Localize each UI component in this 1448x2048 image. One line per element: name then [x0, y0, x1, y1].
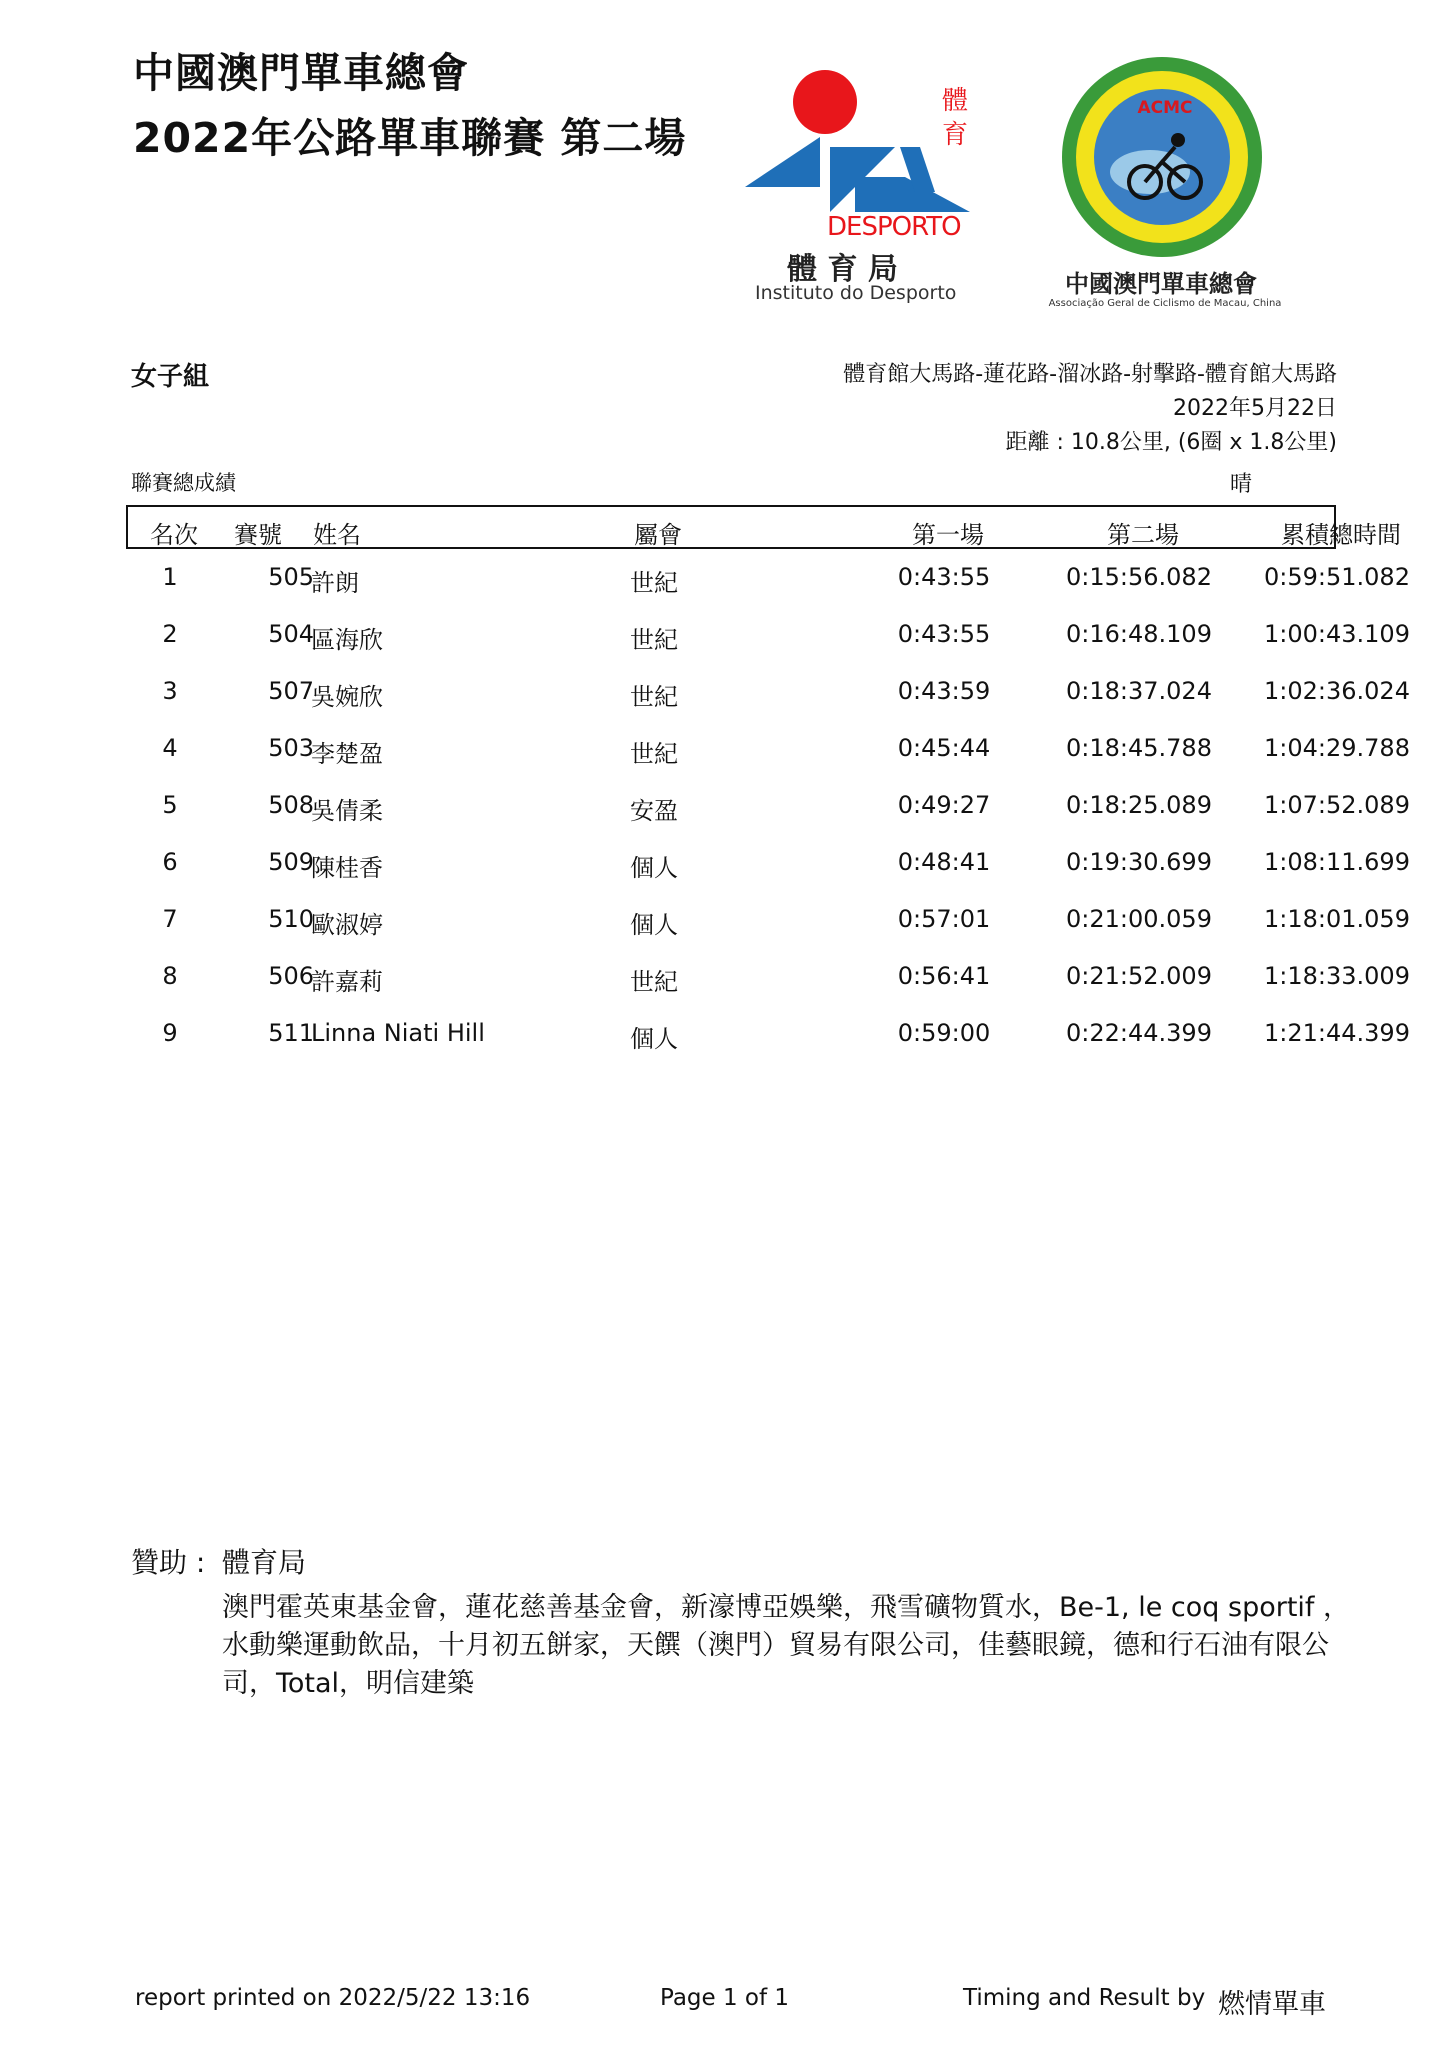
- sport-bureau-vertical-text: 體育: [941, 86, 968, 150]
- sponsor-line-2: 水動樂運動飲品，十月初五餅家，天饌（澳門）貿易有限公司，佳藝眼鏡，德和行石油有限公: [222, 1630, 1329, 1661]
- row-race1: 0:49:27: [897, 791, 991, 819]
- row-total: 0:59:51.082: [1264, 563, 1410, 591]
- row-club: 個人: [630, 911, 678, 939]
- row-name: 歐淑婷: [311, 911, 383, 939]
- row-total: 1:18:01.059: [1264, 905, 1410, 933]
- row-bib: 507: [268, 677, 314, 705]
- row-race1: 0:45:44: [897, 734, 991, 762]
- row-total: 1:02:36.024: [1264, 677, 1410, 705]
- row-club: 個人: [630, 854, 678, 882]
- row-race1: 0:43:55: [897, 620, 991, 648]
- table-row: [124, 730, 1410, 770]
- table-row: [124, 901, 1410, 941]
- row-rank: 1: [162, 563, 178, 591]
- row-name: 吳倩柔: [311, 797, 383, 825]
- acmc-portuguese-name: Associação Geral de Ciclismo de Macau, China: [1048, 298, 1282, 309]
- row-name: 許嘉莉: [311, 968, 383, 996]
- row-rank: 8: [162, 962, 178, 990]
- row-name: Linna Niati Hill: [311, 1019, 485, 1047]
- row-name: 吳婉欣: [311, 683, 383, 711]
- row-name: 許朗: [311, 569, 359, 597]
- results-caption: 聯賽總成績: [131, 471, 236, 495]
- sponsor-line-1: 澳門霍英東基金會，蓮花慈善基金會，新濠博亞娛樂，飛雪礦物質水，Be-1, le coq sportif ，: [222, 1592, 1350, 1623]
- row-name: 李楚盈: [311, 740, 383, 768]
- row-bib: 510: [268, 905, 314, 933]
- row-race1: 0:59:00: [897, 1019, 991, 1047]
- header-club: 屬會: [634, 521, 682, 549]
- route: 體育館大馬路-蓮花路-溜冰路-射擊路-體育館大馬路: [843, 362, 1337, 387]
- row-total: 1:04:29.788: [1264, 734, 1410, 762]
- row-race2: 0:21:52.009: [1066, 962, 1212, 990]
- row-race2: 0:18:45.788: [1066, 734, 1212, 762]
- row-name: 區海欣: [311, 626, 383, 654]
- row-bib: 511: [268, 1019, 314, 1047]
- row-bib: 508: [268, 791, 314, 819]
- row-bib: 506: [268, 962, 314, 990]
- table-header: [126, 505, 1401, 549]
- row-race1: 0:57:01: [897, 905, 991, 933]
- row-club: 世紀: [630, 683, 678, 711]
- row-total: 1:00:43.109: [1264, 620, 1410, 648]
- sponsor-line-3: 司，Total，明信建築: [222, 1668, 475, 1699]
- row-bib: 505: [268, 563, 314, 591]
- row-total: 1:18:33.009: [1264, 962, 1410, 990]
- header-total: 累積總時間: [1281, 521, 1401, 549]
- row-race1: 0:43:59: [897, 677, 991, 705]
- table-row: [124, 958, 1410, 998]
- row-total: 1:21:44.399: [1264, 1019, 1410, 1047]
- sponsor-label: 贊助 :: [131, 1546, 206, 1579]
- header-bib: 賽號: [234, 521, 282, 549]
- table-row: [124, 1015, 1410, 1055]
- event-date: 2022年5月22日: [1173, 396, 1337, 421]
- category-label: 女子組: [131, 362, 210, 392]
- table-row: [124, 787, 1410, 827]
- row-rank: 5: [162, 791, 178, 819]
- row-rank: 7: [162, 905, 178, 933]
- row-rank: 4: [162, 734, 178, 762]
- row-total: 1:07:52.089: [1264, 791, 1410, 819]
- row-rank: 2: [162, 620, 178, 648]
- sport-bureau-portuguese-name: Instituto do Desporto: [755, 282, 957, 304]
- row-bib: 503: [268, 734, 314, 762]
- row-race2: 0:19:30.699: [1066, 848, 1212, 876]
- row-race1: 0:56:41: [897, 962, 991, 990]
- footer-page: Page 1 of 1: [660, 1985, 790, 2011]
- row-race2: 0:22:44.399: [1066, 1019, 1212, 1047]
- row-race2: 0:21:00.059: [1066, 905, 1212, 933]
- row-club: 個人: [630, 1025, 678, 1053]
- table-row: [124, 844, 1410, 884]
- row-club: 安盈: [630, 797, 678, 825]
- row-rank: 9: [162, 1019, 178, 1047]
- row-race2: 0:18:25.089: [1066, 791, 1212, 819]
- table-row: [124, 616, 1410, 656]
- footer-timing: Timing and Result by: [963, 1985, 1206, 2011]
- row-club: 世紀: [630, 626, 678, 654]
- row-race2: 0:15:56.082: [1066, 563, 1212, 591]
- weather: 晴: [1230, 472, 1253, 497]
- distance: 距離 : 10.8公里, (6圈 x 1.8公里): [1005, 430, 1337, 455]
- row-club: 世紀: [630, 569, 678, 597]
- header-race2: 第二場: [1107, 521, 1179, 549]
- row-rank: 3: [162, 677, 178, 705]
- row-rank: 6: [162, 848, 178, 876]
- title-line-2: 2022年公路單車聯賽 第二場: [133, 114, 687, 162]
- row-race2: 0:18:37.024: [1066, 677, 1212, 705]
- row-club: 世紀: [630, 740, 678, 768]
- row-race1: 0:48:41: [897, 848, 991, 876]
- sport-bureau-logo: [745, 52, 985, 312]
- row-name: 陳桂香: [311, 854, 383, 882]
- acmc-abbr: ACMC: [1137, 98, 1193, 118]
- sport-bureau-chinese-name: 體 育 局: [787, 252, 898, 287]
- row-bib: 504: [268, 620, 314, 648]
- row-race2: 0:16:48.109: [1066, 620, 1212, 648]
- row-total: 1:08:11.699: [1264, 848, 1410, 876]
- cycling-association-logo: [1040, 52, 1290, 317]
- title-line-1: 中國澳門單車總會: [133, 49, 469, 97]
- row-club: 世紀: [630, 968, 678, 996]
- acmc-emblem-icon: [1040, 52, 1290, 267]
- sport-bureau-brand: DESPORTO: [827, 212, 961, 242]
- row-race1: 0:43:55: [897, 563, 991, 591]
- acmc-chinese-name: 中國澳門單車總會: [1065, 270, 1257, 298]
- row-bib: 509: [268, 848, 314, 876]
- footer-timing-brand: 燃情單車: [1218, 1989, 1326, 2020]
- table-row: [124, 673, 1410, 713]
- header-name: 姓名: [313, 521, 361, 549]
- sponsor-primary: 體育局: [222, 1546, 307, 1579]
- header-rank: 名次: [150, 521, 198, 549]
- table-row: [124, 559, 1410, 599]
- header-race1: 第一場: [912, 521, 984, 549]
- footer-printed: report printed on 2022/5/22 13:16: [135, 1985, 531, 2011]
